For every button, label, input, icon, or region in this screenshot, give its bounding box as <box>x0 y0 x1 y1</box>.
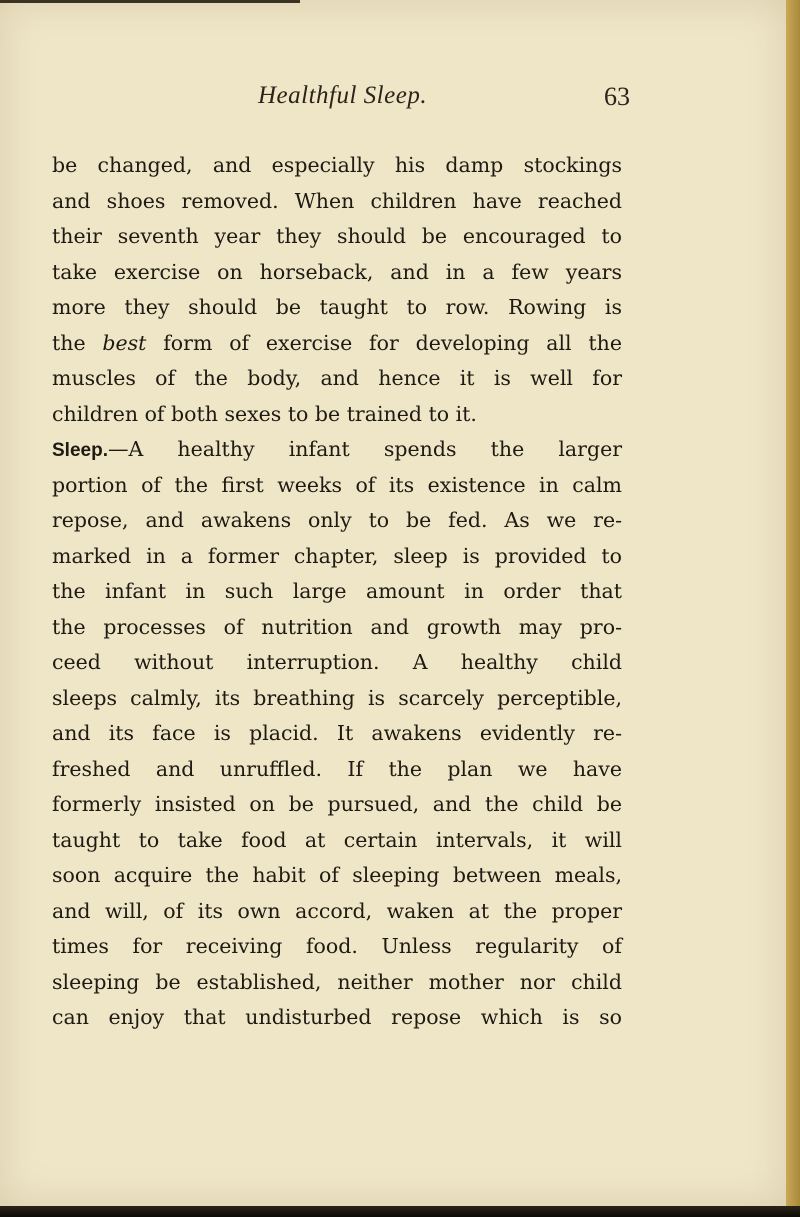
text-line: taught to take food at certain intervals, it will <box>52 827 622 852</box>
text-line: sleeping be established, neither mother nor child <box>52 969 622 994</box>
text-line: more they should be taught to row. Rowing is <box>52 295 622 319</box>
text-line: take exercise on horseback, and in a few years <box>52 259 622 284</box>
text-line: ceed without interruption. A healthy child <box>52 650 622 674</box>
text-line: sleeps calmly, its breathing is scarcely perceptible, <box>52 685 622 710</box>
text-line: freshed and unruffled. If the plan we have <box>52 756 622 781</box>
text-line: times for receiving food. Unless regularity of <box>52 934 622 958</box>
text-line: the infant in such large amount in order that <box>52 579 622 603</box>
text-line: portion of the first weeks of its existence in calm <box>52 472 622 497</box>
text-line: and shoes removed. When children have reached <box>52 188 622 213</box>
text-line: can enjoy that undisturbed repose which is so <box>52 1005 622 1029</box>
section-heading-sleep: Sleep. <box>52 440 108 461</box>
body-text <box>52 148 622 1036</box>
text-line: formerly insisted on be pursued, and the child be <box>52 792 622 816</box>
text-line: muscles of the body, and hence it is well for <box>52 366 622 390</box>
text-line: soon acquire the habit of sleeping between meals, <box>52 863 622 887</box>
text-run: —A healthy infant spends the larger <box>107 437 622 461</box>
running-head: Healthful Sleep. <box>258 82 428 109</box>
page-header <box>0 82 786 126</box>
emphasized-word: best <box>102 330 147 355</box>
page-bottom-edge <box>0 1206 800 1217</box>
text-line: be changed, and especially his damp stockings <box>52 153 622 177</box>
text-line: the processes of nutrition and growth may pro- <box>52 614 622 639</box>
page-number: 63 <box>604 82 630 111</box>
text-line: children of both sexes to be trained to it. <box>52 401 477 426</box>
text-line: and will, of its own accord, waken at the proper <box>52 898 622 923</box>
text-line: their seventh year they should be encouraged to <box>52 224 622 248</box>
text-run: the <box>52 330 86 355</box>
text-line: marked in a former chapter, sleep is provided to <box>52 543 622 568</box>
text-run: form of exercise for developing all the <box>163 330 622 355</box>
page-fore-edge <box>786 0 800 1217</box>
page-top-edge <box>0 0 300 3</box>
text-line: and its face is placid. It awakens evidently re- <box>52 721 622 745</box>
text-line <box>52 326 622 362</box>
text-line: repose, and awakens only to be fed. As we re- <box>52 508 622 532</box>
text-line <box>52 432 622 468</box>
